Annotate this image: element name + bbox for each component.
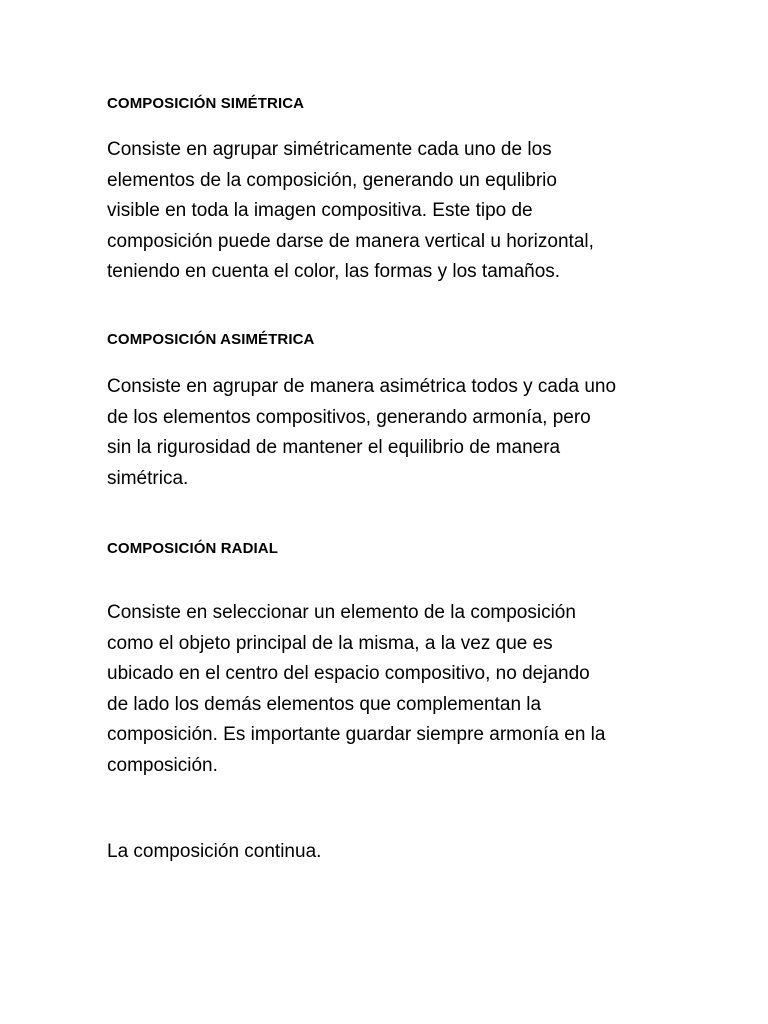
paragraph-line: Consiste en seleccionar un elemento de la composición xyxy=(107,602,576,623)
paragraph-line: composición. Es importante guardar siempre armonía en la xyxy=(107,724,606,745)
paragraph-line: teniendo en cuenta el color, las formas y los tamaños. xyxy=(107,261,561,282)
paragraph-line: de los elementos compositivos, generando armonía, pero xyxy=(107,406,591,428)
section-paragraph-asymmetric xyxy=(107,372,667,494)
paragraph-line: elementos de la composición, generando un equlibrio xyxy=(107,169,557,191)
section-heading-radial: COMPOSICIÓN RADIAL xyxy=(107,540,278,557)
section-paragraph-radial xyxy=(107,598,667,781)
section-paragraph-symmetric xyxy=(107,135,667,288)
paragraph-line: visible en toda la imagen compositiva. Este tipo de xyxy=(107,200,533,221)
paragraph-line: composición puede darse de manera vertical u horizontal, xyxy=(107,230,594,252)
paragraph-line: sin la rigurosidad de mantener el equilibrio de manera xyxy=(107,437,561,458)
paragraph-line: simétrica. xyxy=(107,467,189,489)
paragraph-line: Consiste en agrupar de manera asimétrica todos y cada uno xyxy=(107,376,617,397)
paragraph-line: como el objeto principal de la misma, a la vez que es xyxy=(107,632,553,654)
paragraph-line: Consiste en agrupar simétricamente cada uno de los xyxy=(107,139,552,160)
closing-line: La composición continua. xyxy=(107,841,322,862)
paragraph-line: composición. xyxy=(107,754,218,776)
paragraph-line: de lado los demás elementos que complementan la xyxy=(107,693,542,715)
section-heading-asymmetric: COMPOSICIÓN ASIMÉTRICA xyxy=(107,331,315,348)
closing-paragraph xyxy=(107,837,667,868)
paragraph-line: ubicado en el centro del espacio compositivo, no dejando xyxy=(107,663,590,684)
section-heading-symmetric: COMPOSICIÓN SIMÉTRICA xyxy=(107,95,305,112)
